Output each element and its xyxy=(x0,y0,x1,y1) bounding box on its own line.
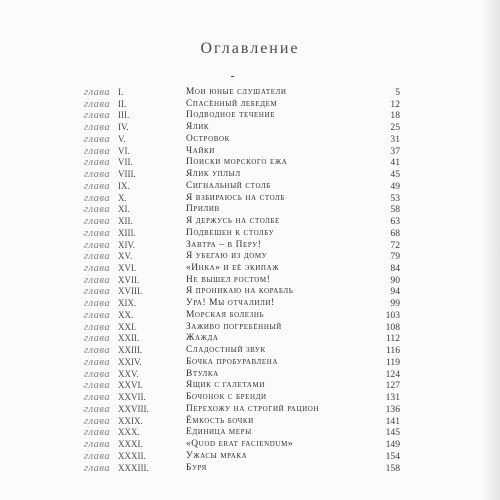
chapter-word: глава xyxy=(84,309,111,321)
chapter-number: XVIII. xyxy=(118,286,143,297)
toc-entry xyxy=(84,275,400,287)
chapter-title: Буря xyxy=(186,462,207,473)
chapter-page-number: 99 xyxy=(390,298,400,310)
chapter-page-number: 124 xyxy=(385,368,400,380)
chapter-title: Я проникаю на корабль xyxy=(186,286,294,297)
chapter-number: XXIV. xyxy=(118,356,142,367)
chapter-word: глава xyxy=(84,216,111,228)
chapter-page-number: 68 xyxy=(390,227,400,239)
chapter-word: глава xyxy=(84,263,111,275)
chapter-number: XXVI. xyxy=(118,380,143,391)
chapter-word: глава xyxy=(84,110,111,122)
toc-entry xyxy=(84,286,400,298)
chapter-word: глава xyxy=(84,157,111,169)
toc-entry xyxy=(84,122,400,134)
chapter-page-number: 112 xyxy=(385,333,400,345)
chapter-number: IV. xyxy=(118,122,129,133)
chapter-word: глава xyxy=(84,98,111,110)
chapter-page-number: 149 xyxy=(385,439,400,451)
chapter-number: V. xyxy=(118,133,126,144)
toc-entry xyxy=(84,99,400,111)
toc-entry xyxy=(84,240,400,252)
chapter-number: XXX. xyxy=(118,427,140,438)
chapter-word: глава xyxy=(84,345,111,357)
chapter-title: Сигнальный столб xyxy=(186,180,271,191)
chapter-page-number: 90 xyxy=(390,274,400,286)
decorative-dot xyxy=(231,76,234,77)
chapter-page-number: 131 xyxy=(385,392,400,404)
chapter-number: XXXI. xyxy=(118,439,143,450)
chapter-word: глава xyxy=(84,286,111,298)
toc-entry xyxy=(84,380,400,392)
chapter-title: Ужасы мрака xyxy=(186,450,248,461)
chapter-number: I. xyxy=(118,87,124,97)
chapter-title: Я держусь на столбе xyxy=(186,216,280,227)
chapter-title: Подвешен к столбу xyxy=(186,227,275,238)
toc-entry xyxy=(84,310,400,322)
chapter-word: глава xyxy=(84,380,111,392)
toc-entry xyxy=(84,322,400,334)
toc-entry xyxy=(84,416,400,428)
chapter-title: Ялик xyxy=(186,122,210,133)
chapter-number: XIX. xyxy=(118,298,137,309)
chapter-page-number: 94 xyxy=(390,286,400,298)
chapter-page-number: 108 xyxy=(385,321,400,333)
chapter-number: VII. xyxy=(118,157,133,168)
chapter-page-number: 5 xyxy=(395,87,400,98)
chapter-page-number: 79 xyxy=(390,251,400,263)
chapter-title: Спасённый лебедем xyxy=(186,98,278,109)
chapter-number: XIV. xyxy=(118,239,136,250)
chapter-number: XVII. xyxy=(118,274,140,285)
chapter-title: Заживо погребённый xyxy=(186,321,282,332)
chapter-number: XV. xyxy=(118,251,133,262)
chapter-word: глава xyxy=(84,169,111,181)
chapter-word: глава xyxy=(84,356,111,368)
chapter-page-number: 119 xyxy=(385,356,400,368)
toc-entry xyxy=(84,392,400,404)
chapter-number: XXXII. xyxy=(118,450,146,461)
chapter-word: глава xyxy=(84,239,111,251)
toc-entry xyxy=(84,169,400,181)
chapter-number: II. xyxy=(118,98,127,109)
chapter-title: Бочка пробуравлена xyxy=(186,356,279,367)
chapter-number: XXII. xyxy=(118,333,140,344)
chapter-number: IX. xyxy=(118,180,130,191)
chapter-word: глава xyxy=(84,251,111,263)
chapter-title: Подводное течение xyxy=(186,110,276,121)
chapter-title: Чайки xyxy=(186,145,215,156)
chapter-title: Поиски морского ежа xyxy=(186,157,288,168)
chapter-number: XXIX. xyxy=(118,415,143,426)
toc-entry xyxy=(84,146,400,158)
chapter-word: глава xyxy=(84,462,111,474)
toc-entry xyxy=(84,110,400,122)
chapter-title: Сладостный звук xyxy=(186,345,266,356)
toc-entry xyxy=(84,181,400,193)
toc-entry xyxy=(84,228,400,240)
chapter-title: Ялик уплыл xyxy=(186,169,241,180)
chapter-page-number: 12 xyxy=(390,98,400,110)
page-title: Оглавление xyxy=(200,40,300,57)
chapter-title: Островок xyxy=(186,133,230,144)
chapter-page-number: 25 xyxy=(390,122,400,134)
chapter-page-number: 18 xyxy=(390,110,400,122)
chapter-title: Прилив xyxy=(186,204,220,215)
toc-entry xyxy=(84,451,400,463)
chapter-word: глава xyxy=(84,192,111,204)
chapter-page-number: 63 xyxy=(390,216,400,228)
toc-entry xyxy=(84,298,400,310)
chapter-word: глава xyxy=(84,392,111,404)
chapter-word: глава xyxy=(84,180,111,192)
toc-entry xyxy=(84,87,400,99)
chapter-word: глава xyxy=(84,450,111,462)
toc-entry xyxy=(84,134,400,146)
chapter-title: Ящик с галетами xyxy=(186,380,266,391)
chapter-page-number: 49 xyxy=(390,180,400,192)
chapter-page-number: 145 xyxy=(385,427,400,439)
chapter-number: XI. xyxy=(118,204,130,215)
chapter-number: XXVII. xyxy=(118,392,146,403)
chapter-title: Я взбираюсь на столб xyxy=(186,192,285,203)
chapter-word: глава xyxy=(84,227,111,239)
chapter-title: Ура! Мы отчалили! xyxy=(186,298,275,309)
chapter-page-number: 37 xyxy=(390,145,400,157)
chapter-word: глава xyxy=(84,274,111,286)
chapter-page-number: 103 xyxy=(385,309,400,321)
chapter-number: XXIII. xyxy=(118,345,143,356)
toc-entry xyxy=(84,345,400,357)
toc-entry xyxy=(84,216,400,228)
chapter-word: глава xyxy=(84,298,111,310)
chapter-page-number: 58 xyxy=(390,204,400,216)
chapter-word: глава xyxy=(84,133,111,145)
chapter-page-number: 158 xyxy=(385,462,400,474)
chapter-word: глава xyxy=(84,415,111,427)
chapter-page-number: 53 xyxy=(390,192,400,204)
chapter-title: Морская болезнь xyxy=(186,309,265,320)
chapter-word: глава xyxy=(84,427,111,439)
chapter-number: XII. xyxy=(118,216,133,227)
chapter-page-number: 127 xyxy=(385,380,400,392)
chapter-word: глава xyxy=(84,368,111,380)
chapter-title: «Quod erat faciendum» xyxy=(186,439,294,450)
chapter-title: Я убегаю из дому xyxy=(186,251,268,262)
chapter-page-number: 136 xyxy=(385,403,400,415)
toc-entry xyxy=(84,263,400,275)
chapter-word: глава xyxy=(84,145,111,157)
chapter-page-number: 41 xyxy=(390,157,400,169)
page-edge-shadow xyxy=(482,0,500,500)
chapter-number: XXI. xyxy=(118,321,137,332)
chapter-word: глава xyxy=(84,87,111,98)
chapter-word: глава xyxy=(84,439,111,451)
chapter-page-number: 31 xyxy=(390,133,400,145)
chapter-title: Единица меры xyxy=(186,427,252,438)
chapter-word: глава xyxy=(84,403,111,415)
chapter-number: XXV. xyxy=(118,368,139,379)
chapter-number: XXVIII. xyxy=(118,403,149,414)
toc-entry xyxy=(84,251,400,263)
chapter-number: XIII. xyxy=(118,227,136,238)
chapter-word: глава xyxy=(84,204,111,216)
toc-entry xyxy=(84,157,400,169)
chapter-word: глава xyxy=(84,321,111,333)
chapter-title: «Инка» и её экипаж xyxy=(186,263,280,274)
chapter-number: X. xyxy=(118,192,127,203)
chapter-number: VI. xyxy=(118,145,130,156)
chapter-title: Ёмкость бочки xyxy=(186,415,254,426)
table-of-contents xyxy=(84,87,400,474)
chapter-word: глава xyxy=(84,122,111,134)
chapter-page-number: 72 xyxy=(390,239,400,251)
chapter-number: XVI. xyxy=(118,263,137,274)
toc-entry xyxy=(84,333,400,345)
toc-entry xyxy=(84,369,400,381)
chapter-page-number: 116 xyxy=(385,345,400,357)
toc-entry xyxy=(84,357,400,369)
toc-entry xyxy=(84,404,400,416)
chapter-title: Втулка xyxy=(186,368,219,379)
chapter-page-number: 141 xyxy=(385,415,400,427)
chapter-page-number: 45 xyxy=(390,169,400,181)
chapter-number: III. xyxy=(118,110,130,121)
chapter-title: Завтра – в Перу! xyxy=(186,239,262,250)
chapter-title: Бочонок с бренди xyxy=(186,392,267,403)
chapter-number: XX. xyxy=(118,309,134,320)
toc-entry xyxy=(84,439,400,451)
chapter-page-number: 154 xyxy=(385,450,400,462)
chapter-title: Не вышел ростом! xyxy=(186,274,271,285)
chapter-word: глава xyxy=(84,333,111,345)
chapter-page-number: 84 xyxy=(390,263,400,275)
chapter-title: Мои юные слушатели xyxy=(186,87,287,97)
toc-entry xyxy=(84,427,400,439)
toc-entry xyxy=(84,193,400,205)
toc-entry xyxy=(84,463,400,475)
chapter-number: XXXIII. xyxy=(118,462,149,473)
chapter-title: Перехожу на строгий рацион xyxy=(186,403,320,414)
chapter-number: VIII. xyxy=(118,169,136,180)
chapter-title: Жажда xyxy=(186,333,219,344)
toc-entry xyxy=(84,204,400,216)
